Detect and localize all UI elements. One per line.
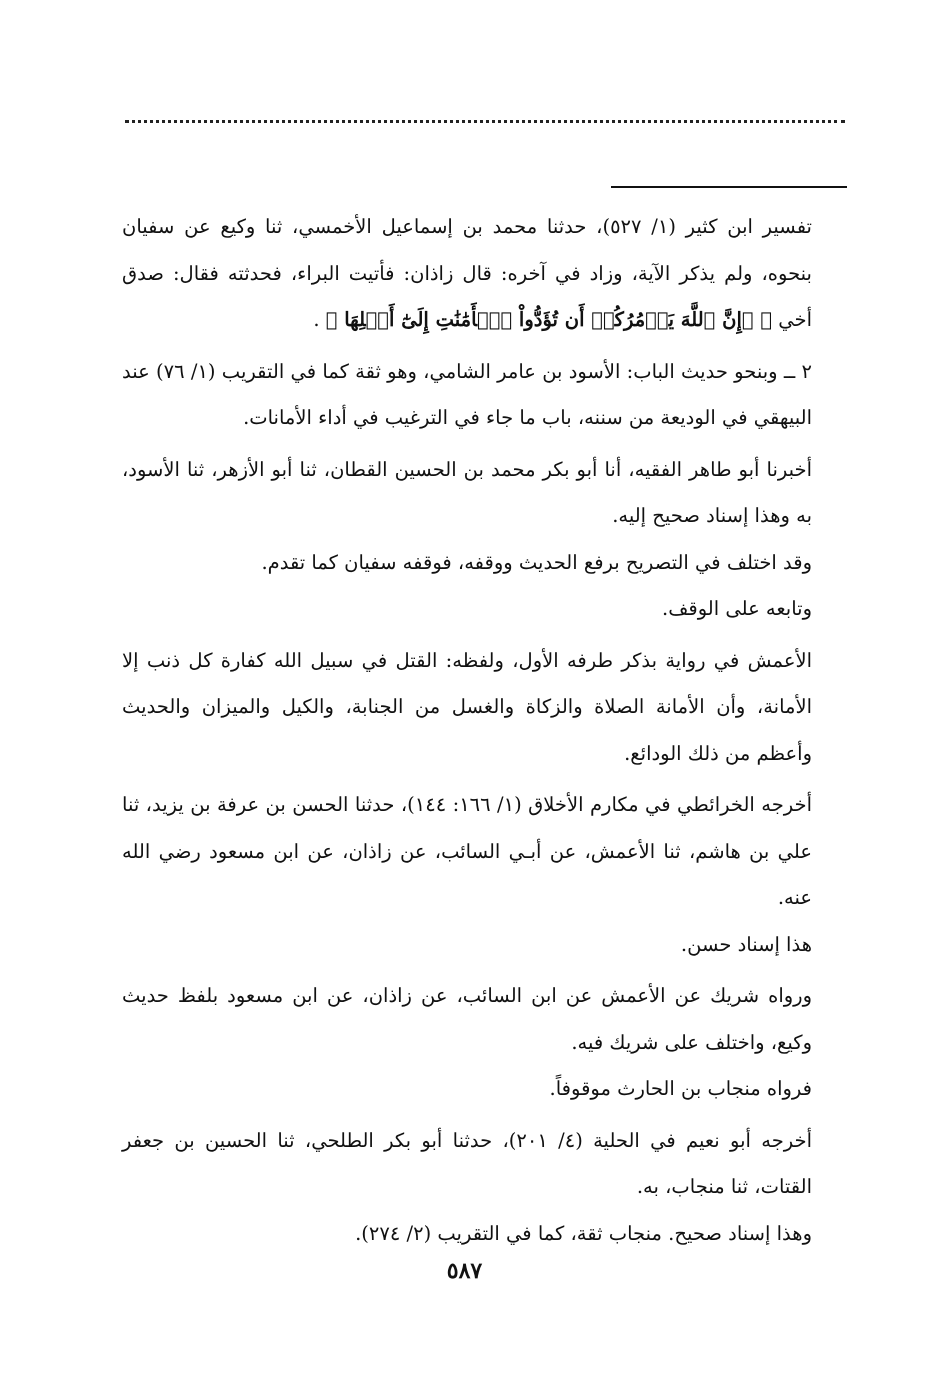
footnote-body xyxy=(122,204,848,1257)
quran-verse: ﴿ ۞إِنَّ ٱللَّهَ يَأۡمُرُكُمۡ أَن تُؤَدُّواْ ٱلۡأَمَٰنَٰتِ إِلَىٰٓ أَهۡلِهَا ﴾ xyxy=(325,308,773,331)
paragraph-9: ورواه شريك عن الأعمش عن ابن السائب، عن زاذان، عن ابن مسعود بلفظ حديث وكيع، واختلف على شريك فيه. xyxy=(122,984,812,1054)
footnote-rule xyxy=(611,186,847,188)
paragraph-4: وقد اختلف في التصريح برفع الحديث ووقفه، فوقفه سفيان كما تقدم. xyxy=(261,550,812,574)
dotted-separator xyxy=(125,120,845,123)
paragraph-7: أخرجه الخرائطي في مكارم الأخلاق (١/ ١٦٦: ١٤٤)، حدثنا الحسن بن عرفة بن يزيد، ثنا علي بن هاشم، ثنا الأعمش، عن أبـي السائب، عن زاذان، عن ابن مسعود رضي الله عنه. xyxy=(122,793,813,909)
paragraph-1: تفسير ابن كثير (١/ ٥٢٧)، حدثنا محمد بن إسماعيل الأخمسي، ثنا وكيع عن سفيان بنحوه، ولم يذكر الآية، وزاد في آخره: قال زاذان: فأتيت البراء، فحدثته فقال: صدق أخي ﴿ ۞إِنَّ ٱللَّهَ يَأۡمُرُكُمۡ أَن تُؤَدُّواْ ٱلۡأَمَٰنَٰتِ إِلَىٰٓ أَهۡلِهَا ﴾ . xyxy=(122,215,812,331)
paragraph-2: ٢ ــ وبنحو حديث الباب: الأسود بن عامر الشامي، وهو ثقة كما في التقريب (١/ ٧٦) عند البيهقي في الوديعة من سننه، باب ما جاء في الترغيب في أداء الأمانات. xyxy=(122,359,812,429)
paragraph-8: هذا إسناد حسن. xyxy=(680,932,812,956)
paragraph-11: أخرجه أبو نعيم في الحلية (٤/ ٢٠١)، حدثنا أبو بكر الطلحي، ثنا الحسين بن جعفر القتات، ثنا منجاب، به. xyxy=(122,1128,812,1198)
paragraph-6: الأعمش في رواية بذكر طرفه الأول، ولفظه: القتل في سبيل الله كفارة كل ذنب إلا الأمانة، وأن الأمانة الصلاة والزكاة والغسل من الجنابة، والكيل والميزان والحديث وأعظم من ذلك الودائع. xyxy=(122,648,812,765)
paragraph-12: وهذا إسناد صحيح. منجاب ثقة، كما في التقريب (٢/ ٢٧٤). xyxy=(355,1221,812,1245)
paragraph-3: أخبرنا أبو طاهر الفقيه، أنا أبو بكر محمد بن الحسين القطان، ثنا أبو الأزهر، ثنا الأسود، به وهذا إسناد صحيح إليه. xyxy=(122,457,812,527)
page-number: ٥٨٧ xyxy=(446,1258,483,1284)
paragraph-5: وتابعه على الوقف. xyxy=(662,597,812,620)
paragraph-10: فرواه منجاب بن الحارث موقوفاً. xyxy=(549,1077,812,1100)
